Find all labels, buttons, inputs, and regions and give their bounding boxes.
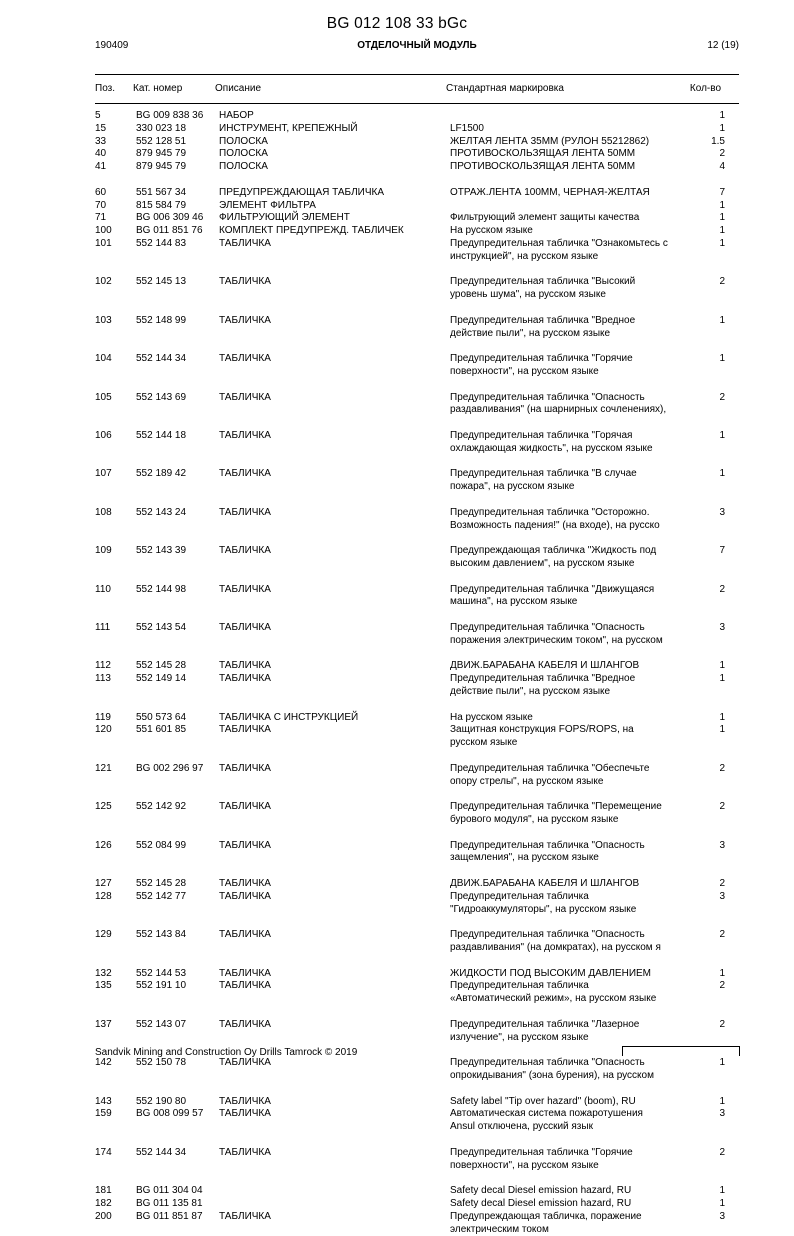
row-quantity: 1 <box>719 1185 725 1197</box>
row-description: ТАБЛИЧКА <box>219 839 271 851</box>
row-position: 109 <box>95 545 112 557</box>
row-position: 200 <box>95 1210 112 1222</box>
page-number: 12 (19) <box>707 40 739 51</box>
row-quantity: 1 <box>719 212 725 224</box>
row-position: 101 <box>95 238 112 249</box>
row-quantity: 2 <box>719 929 725 941</box>
row-quantity: 7 <box>719 545 725 557</box>
row-standard-marking: ЖЕЛТАЯ ЛЕНТА 35ММ (РУЛОН 55212862) <box>450 135 650 147</box>
row-standard-marking: ДВИЖ.БАРАБАНА КАБЕЛЯ И ШЛАНГОВ <box>450 660 640 672</box>
row-standard-marking: Предупредительная табличка "Горячая <box>450 430 633 441</box>
row-position: 125 <box>95 801 112 813</box>
page-title: ОТДЕЛОЧНЫЙ МОДУЛЬ <box>357 40 477 51</box>
row-description: ЭЛЕМЕНТ ФИЛЬТРА <box>219 199 316 211</box>
row-standard-marking: охлаждающая жидкость", на русском языке <box>450 442 653 454</box>
row-quantity: 2 <box>719 1146 725 1158</box>
row-description: ТАБЛИЧКА <box>219 391 271 403</box>
row-quantity: 1 <box>719 430 725 441</box>
row-catalog-number: BG 006 309 46 <box>136 212 204 224</box>
row-standard-marking: Предупредительная табличка "Опасность <box>450 391 645 403</box>
row-standard-marking: русском языке <box>450 737 518 749</box>
row-quantity: 1 <box>719 110 725 121</box>
row-description: ТАБЛИЧКА <box>219 506 271 518</box>
row-standard-marking: Предупредительная табличка "Ознакомьтесь с <box>450 238 668 249</box>
row-standard-marking: Предупредительная табличка "Осторожно. <box>450 506 650 518</box>
row-standard-marking: Возможность падения!" (на входе), на русско <box>450 519 660 531</box>
row-catalog-number: 552 143 07 <box>136 1018 187 1030</box>
row-catalog-number: 550 573 64 <box>136 711 187 723</box>
row-position: 132 <box>95 967 112 979</box>
row-standard-marking: На русском языке <box>450 711 533 723</box>
row-quantity: 3 <box>719 1108 725 1120</box>
row-description: ТАБЛИЧКА <box>219 762 271 774</box>
row-position: 60 <box>95 186 107 198</box>
row-standard-marking: Предупредительная табличка "Движущаяся <box>450 583 655 595</box>
row-catalog-number: 551 601 85 <box>136 724 187 736</box>
row-description: ТАБЛИЧКА <box>219 980 271 992</box>
row-catalog-number: 552 142 77 <box>136 890 187 902</box>
row-standard-marking: уровень шума", на русском языке <box>450 289 606 301</box>
row-position: 41 <box>95 161 107 173</box>
row-standard-marking: Предупредительная табличка "Опасность <box>450 839 645 851</box>
row-quantity: 3 <box>719 506 725 518</box>
row-standard-marking: Предупредительная табличка "Вредное <box>450 314 636 326</box>
row-standard-marking: Предупредительная табличка "Обеспечьте <box>450 762 650 774</box>
row-quantity: 4 <box>719 161 725 173</box>
row-position: 113 <box>95 673 111 685</box>
row-quantity: 2 <box>719 276 725 288</box>
row-description: ТАБЛИЧКА <box>219 1018 271 1030</box>
row-catalog-number: 552 143 69 <box>136 391 187 403</box>
row-description: ТАБЛИЧКА <box>219 430 271 441</box>
row-standard-marking: Предупредительная табличка "Опасность <box>450 622 645 633</box>
row-description: ТАБЛИЧКА <box>219 967 271 979</box>
column-header-qty: Кол-во <box>689 83 721 94</box>
row-description: ТАБЛИЧКА <box>219 801 271 813</box>
row-quantity: 1 <box>719 225 725 237</box>
row-quantity: 2 <box>719 980 725 992</box>
row-position: 100 <box>95 225 112 237</box>
sandvik-logo <box>622 1046 740 1056</box>
row-standard-marking: "Гидроаккумуляторы", на русском языке <box>450 903 637 915</box>
row-position: 104 <box>95 353 112 365</box>
row-catalog-number: 552 144 34 <box>136 353 187 365</box>
document-id: BG 012 108 33 bGc <box>326 15 468 32</box>
row-standard-marking: действие пыли", на русском языке <box>450 686 611 697</box>
row-description: ПОЛОСКА <box>219 161 268 173</box>
row-description: ТАБЛИЧКА <box>219 890 271 902</box>
row-description: ТАБЛИЧКА <box>219 929 271 941</box>
row-position: 159 <box>95 1108 112 1120</box>
row-standard-marking: Предупредительная табличка "Высокий <box>450 276 636 288</box>
row-catalog-number: 552 143 24 <box>136 506 187 518</box>
row-position: 106 <box>95 430 112 441</box>
row-quantity: 1 <box>719 673 725 685</box>
row-catalog-number: 552 148 99 <box>136 314 187 326</box>
row-catalog-number: 552 143 54 <box>136 622 187 633</box>
row-standard-marking: Предупредительная табличка "В случае <box>450 468 637 480</box>
row-position: 182 <box>95 1198 112 1209</box>
row-catalog-number: 552 191 10 <box>136 980 187 992</box>
row-quantity: 1 <box>719 1095 725 1107</box>
row-quantity: 2 <box>719 583 725 595</box>
row-quantity: 1 <box>719 199 725 211</box>
column-header-pos: Поз. <box>95 83 115 94</box>
row-catalog-number: 552 144 98 <box>136 583 187 595</box>
row-description: ТАБЛИЧКА <box>219 583 271 595</box>
row-position: 128 <box>95 890 112 902</box>
row-position: 108 <box>95 506 112 518</box>
row-description: ТАБЛИЧКА <box>219 660 271 672</box>
row-description: ТАБЛИЧКА <box>219 1095 271 1107</box>
row-position: 121 <box>95 762 112 774</box>
row-standard-marking: LF1500 <box>450 122 484 134</box>
row-position: 119 <box>95 711 111 723</box>
row-position: 5 <box>95 110 101 121</box>
row-position: 120 <box>95 724 112 736</box>
row-position: 105 <box>95 391 112 403</box>
row-standard-marking: Предупредительная табличка "Перемещение <box>450 801 662 813</box>
row-standard-marking: Предупредительная табличка "Опасность <box>450 1057 645 1069</box>
row-catalog-number: 552 128 51 <box>136 135 187 147</box>
row-standard-marking: поверхности", на русском языке <box>450 1159 599 1171</box>
row-catalog-number: 552 143 84 <box>136 929 187 941</box>
row-quantity: 1 <box>719 314 725 326</box>
row-catalog-number: 552 142 92 <box>136 801 187 813</box>
row-description: ТАБЛИЧКА <box>219 276 271 288</box>
row-standard-marking: пожара", на русском языке <box>450 481 575 493</box>
row-catalog-number: 552 145 28 <box>136 660 187 672</box>
row-catalog-number: BG 009 838 36 <box>136 110 204 121</box>
row-standard-marking: действие пыли", на русском языке <box>450 327 611 339</box>
row-description: ТАБЛИЧКА С ИНСТРУКЦИЕЙ <box>219 711 359 723</box>
row-standard-marking: Предупредительная табличка "Горячие <box>450 353 633 365</box>
row-position: 181 <box>95 1185 112 1197</box>
row-standard-marking: защемления", на русском языке <box>450 852 599 864</box>
row-standard-marking: машина", на русском языке <box>450 596 578 608</box>
row-standard-marking: опрокидывания" (зона бурения), на русском <box>450 1070 654 1081</box>
row-standard-marking: ОТРАЖ.ЛЕНТА 100ММ, ЧЕРНАЯ-ЖЕЛТАЯ <box>450 186 650 198</box>
row-standard-marking: опору стрелы", на русском языке <box>450 775 604 787</box>
row-position: 126 <box>95 839 112 851</box>
row-standard-marking: Предупредительная табличка <box>450 890 589 902</box>
row-quantity: 1 <box>719 1057 725 1069</box>
row-position: 102 <box>95 276 112 288</box>
row-standard-marking: ДВИЖ.БАРАБАНА КАБЕЛЯ И ШЛАНГОВ <box>450 878 640 889</box>
row-standard-marking: На русском языке <box>450 225 533 237</box>
row-position: 70 <box>95 199 107 211</box>
row-standard-marking: поверхности", на русском языке <box>450 366 599 377</box>
row-position: 174 <box>95 1146 112 1158</box>
row-position: 112 <box>95 660 111 672</box>
row-catalog-number: 552 144 18 <box>136 430 187 441</box>
column-header-cat: Кат. номер <box>133 83 183 94</box>
row-position: 15 <box>95 122 107 134</box>
row-standard-marking: Предупредительная табличка "Опасность <box>450 929 645 941</box>
row-position: 142 <box>95 1057 112 1069</box>
row-catalog-number: 552 190 80 <box>136 1095 187 1107</box>
row-standard-marking: раздавливания" (на шарнирных сочленениях), <box>450 404 667 416</box>
column-header-desc: Описание <box>215 83 262 94</box>
row-quantity: 1 <box>719 967 725 979</box>
row-standard-marking: Предупредительная табличка <box>450 980 589 992</box>
row-catalog-number: 552 084 99 <box>136 839 187 851</box>
row-catalog-number: BG 008 099 57 <box>136 1108 204 1120</box>
row-standard-marking: Фильтрующий элемент защиты качества <box>450 212 640 224</box>
row-quantity: 3 <box>719 839 725 851</box>
row-description: ТАБЛИЧКА <box>219 314 271 326</box>
row-quantity: 1 <box>719 122 725 134</box>
row-catalog-number: 330 023 18 <box>136 122 187 134</box>
row-quantity: 7 <box>719 186 725 198</box>
row-description: ТАБЛИЧКА <box>219 353 271 365</box>
row-description: ТАБЛИЧКА <box>219 878 271 889</box>
row-position: 135 <box>95 980 112 992</box>
row-description: ТАБЛИЧКА <box>219 724 271 736</box>
row-standard-marking: Предупредительная табличка "Лазерное <box>450 1018 640 1030</box>
row-description: ИНСТРУМЕНТ, КРЕПЕЖНЫЙ <box>219 122 358 134</box>
row-position: 143 <box>95 1095 112 1107</box>
row-description: КОМПЛЕКТ ПРЕДУПРЕЖД. ТАБЛИЧЕК <box>219 225 404 237</box>
row-quantity: 3 <box>719 622 725 633</box>
row-standard-marking: «Автоматический режим», на русском языке <box>450 993 657 1005</box>
row-description: НАБОР <box>219 110 254 121</box>
row-description: ФИЛЬТРУЮЩИЙ ЭЛЕМЕНТ <box>219 212 350 224</box>
row-quantity: 1 <box>719 238 725 249</box>
row-quantity: 2 <box>719 801 725 813</box>
row-catalog-number: 815 584 79 <box>136 199 187 211</box>
row-quantity: 1 <box>719 468 725 480</box>
row-catalog-number: 552 189 42 <box>136 468 187 480</box>
row-catalog-number: BG 011 304 04 <box>136 1185 203 1197</box>
row-description: ТАБЛИЧКА <box>219 1146 271 1158</box>
row-standard-marking: высоким давлением", на русском языке <box>450 558 635 569</box>
row-standard-marking: Предупреждающая табличка "Жидкость под <box>450 545 657 557</box>
row-catalog-number: BG 011 851 76 <box>136 225 203 237</box>
row-quantity: 1 <box>719 1198 725 1209</box>
row-catalog-number: 552 149 14 <box>136 673 187 685</box>
row-position: 71 <box>95 212 107 224</box>
row-standard-marking: Safety decal Diesel emission hazard, RU <box>450 1198 632 1209</box>
row-description: ТАБЛИЧКА <box>219 673 271 685</box>
row-catalog-number: 552 145 28 <box>136 878 187 889</box>
row-quantity: 1 <box>719 724 725 736</box>
row-quantity: 2 <box>719 148 725 160</box>
row-standard-marking: ЖИДКОСТИ ПОД ВЫСОКИМ ДАВЛЕНИЕМ <box>450 967 652 979</box>
row-catalog-number: BG 011 135 81 <box>136 1198 203 1209</box>
row-standard-marking: излучение", на русском языке <box>450 1031 589 1043</box>
row-catalog-number: 552 144 53 <box>136 967 187 979</box>
row-quantity: 2 <box>719 391 725 403</box>
row-standard-marking: поражения электрическим током", на русском <box>450 634 663 646</box>
row-position: 111 <box>95 622 111 633</box>
row-standard-marking: Предупредительная табличка "Вредное <box>450 673 636 685</box>
row-description: ТАБЛИЧКА <box>219 1210 271 1222</box>
row-quantity: 1 <box>719 353 725 365</box>
row-quantity: 1 <box>719 660 725 672</box>
row-description: ПРЕДУПРЕЖДАЮЩАЯ ТАБЛИЧКА <box>219 186 385 198</box>
row-quantity: 3 <box>719 890 725 902</box>
row-standard-marking: бурового модуля", на русском языке <box>450 814 619 825</box>
row-standard-marking: Предупреждающая табличка, поражение <box>450 1210 642 1222</box>
row-standard-marking: Safety label "Tip over hazard" (boom), RU <box>450 1095 636 1107</box>
row-description: ТАБЛИЧКА <box>219 545 271 557</box>
row-catalog-number: 879 945 79 <box>136 148 187 160</box>
row-catalog-number: 879 945 79 <box>136 161 187 173</box>
row-quantity: 1.5 <box>711 135 725 147</box>
row-standard-marking: Safety decal Diesel emission hazard, RU <box>450 1185 632 1197</box>
row-standard-marking: Автоматическая система пожаротушения <box>450 1108 643 1120</box>
footer-copyright: Sandvik Mining and Construction Oy Drills Tamrock © 2019 <box>95 1047 358 1058</box>
row-standard-marking: инструкцией", на русском языке <box>450 250 599 262</box>
row-description: ТАБЛИЧКА <box>219 238 271 249</box>
row-standard-marking: раздавливания" (на домкратах), на русском я <box>450 942 661 953</box>
row-catalog-number: 552 145 13 <box>136 276 187 288</box>
row-description: ТАБЛИЧКА <box>219 1108 271 1120</box>
row-description: ТАБЛИЧКА <box>219 1057 271 1069</box>
row-catalog-number: BG 002 296 97 <box>136 762 204 774</box>
row-standard-marking: электрическим током <box>450 1223 549 1235</box>
row-position: 129 <box>95 929 112 941</box>
row-position: 33 <box>95 135 107 147</box>
row-quantity: 2 <box>719 1018 725 1030</box>
row-catalog-number: BG 011 851 87 <box>136 1210 203 1222</box>
row-catalog-number: 552 143 39 <box>136 545 187 557</box>
row-standard-marking: ПРОТИВОСКОЛЬЗЯЩАЯ ЛЕНТА 50ММ <box>450 148 636 160</box>
row-position: 137 <box>95 1018 112 1030</box>
row-position: 107 <box>95 468 112 480</box>
row-standard-marking: Защитная конструкция FOPS/ROPS, на <box>450 724 634 736</box>
row-description: ПОЛОСКА <box>219 135 268 147</box>
row-standard-marking: Предупредительная табличка "Горячие <box>450 1146 633 1158</box>
row-description: ТАБЛИЧКА <box>219 622 271 633</box>
row-description: ПОЛОСКА <box>219 148 268 160</box>
row-position: 127 <box>95 878 112 889</box>
row-standard-marking: ПРОТИВОСКОЛЬЗЯЩАЯ ЛЕНТА 50ММ <box>450 161 636 173</box>
row-position: 103 <box>95 314 112 326</box>
row-quantity: 1 <box>719 711 725 723</box>
row-quantity: 2 <box>719 878 725 889</box>
row-catalog-number: 552 150 78 <box>136 1057 187 1069</box>
header-date: 190409 <box>95 40 129 51</box>
row-catalog-number: 551 567 34 <box>136 186 187 198</box>
row-quantity: 3 <box>719 1210 725 1222</box>
row-catalog-number: 552 144 83 <box>136 238 187 249</box>
row-quantity: 2 <box>719 762 725 774</box>
column-header-std: Стандартная маркировка <box>446 83 564 94</box>
row-standard-marking: Ansul отключена, русский язык <box>450 1121 593 1133</box>
row-catalog-number: 552 144 34 <box>136 1146 187 1158</box>
row-position: 110 <box>95 583 111 595</box>
row-position: 40 <box>95 148 107 160</box>
row-description: ТАБЛИЧКА <box>219 468 271 480</box>
